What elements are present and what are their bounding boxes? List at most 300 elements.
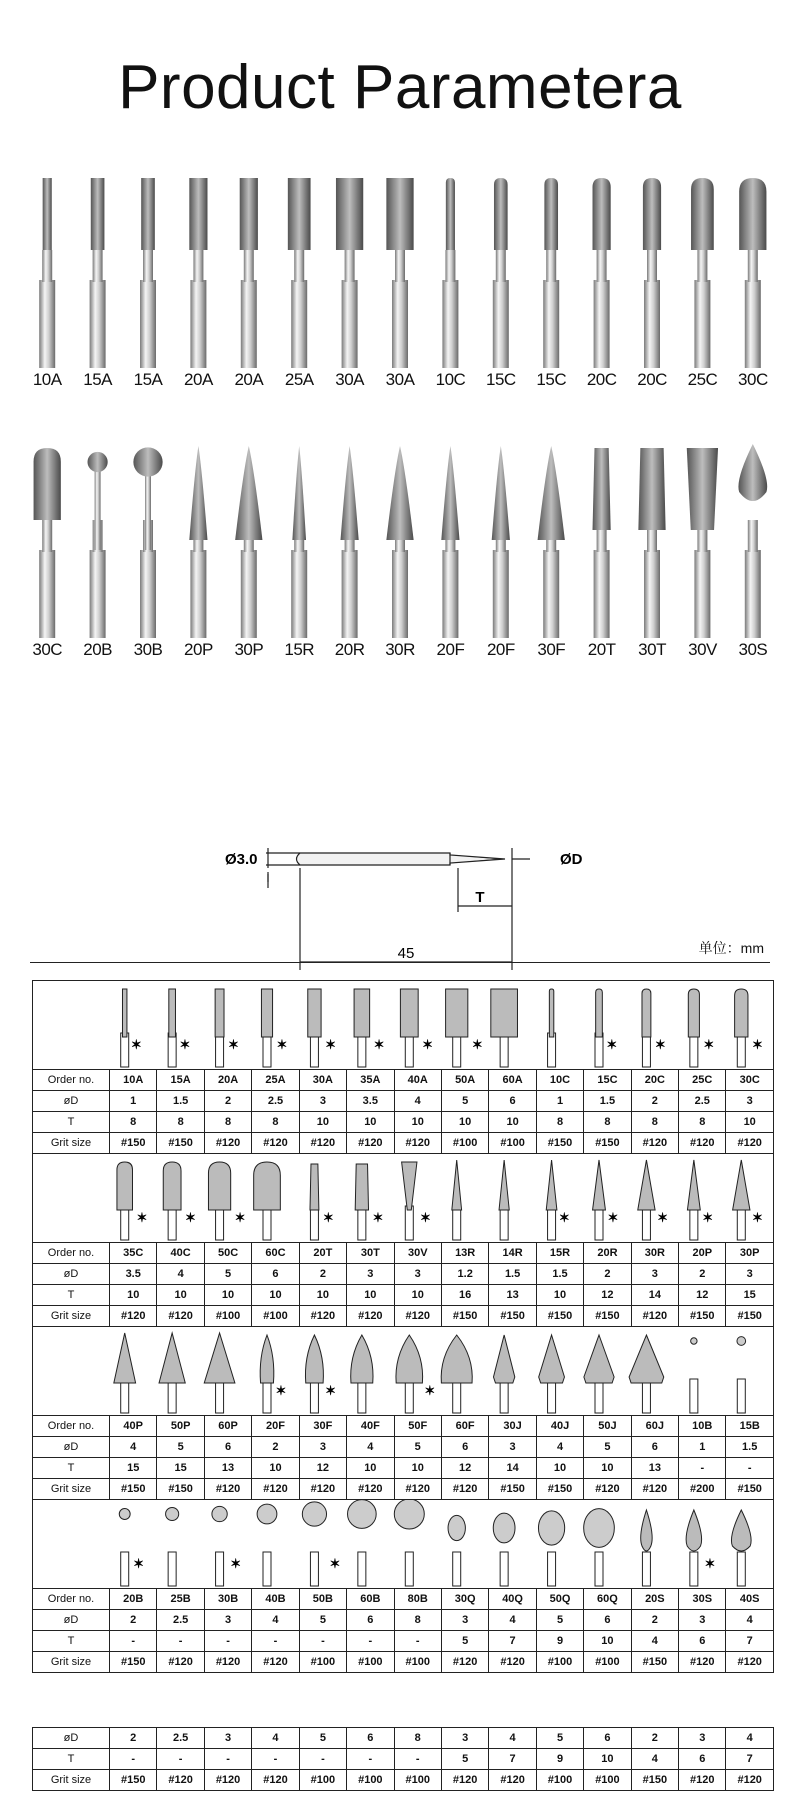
cell: 13 (631, 1458, 678, 1478)
bur-code-label: 30V (688, 640, 717, 659)
cell: - (204, 1749, 251, 1769)
cell: 3 (204, 1610, 251, 1630)
page-title: Product Parametera (118, 53, 682, 122)
cell: #120 (204, 1770, 251, 1790)
cell: #120 (204, 1133, 251, 1153)
cell: 8 (109, 1112, 156, 1132)
bur-code-label: 20R (334, 640, 365, 659)
cell: 2 (109, 1610, 156, 1630)
cell: 1.5 (156, 1091, 203, 1111)
bur-photo-row-1 (22, 170, 778, 390)
cell: - (156, 1631, 203, 1651)
star-mark: ✶ (228, 1037, 239, 1052)
cell: 20B (109, 1589, 156, 1609)
cell: 10 (299, 1285, 346, 1305)
cell: 5 (583, 1437, 630, 1457)
cell: 15B (725, 1416, 772, 1436)
cell: #120 (156, 1652, 203, 1672)
bur-drawing (212, 1506, 241, 1586)
t-row (33, 1749, 773, 1770)
cell: 10 (583, 1749, 630, 1769)
cell: #150 (109, 1652, 156, 1672)
od-row (33, 1610, 773, 1631)
cell: #120 (441, 1652, 488, 1672)
star-mark: ✶ (230, 1556, 242, 1571)
cell: #150 (156, 1479, 203, 1499)
cell: 10A (109, 1070, 156, 1090)
row-header: Grit size (50, 1774, 92, 1786)
bur-photo-row-2 (22, 440, 778, 660)
bur-photo-strip-2 (22, 440, 778, 640)
cell: - (251, 1631, 298, 1651)
od-row (33, 1437, 773, 1458)
bur-code-label: 20B (83, 640, 112, 659)
cell: 50P (156, 1416, 203, 1436)
cell: 1 (678, 1437, 725, 1457)
cell: 10B (678, 1416, 725, 1436)
bur-photo (593, 448, 611, 638)
cell: #150 (536, 1306, 583, 1326)
bur-photo (140, 178, 156, 368)
row-header: Order no. (47, 1420, 95, 1432)
cell: #150 (156, 1133, 203, 1153)
row-header: øD (63, 1268, 79, 1280)
cell: 1.5 (725, 1437, 772, 1457)
bur-drawing (446, 989, 483, 1067)
cell: 7 (725, 1749, 772, 1769)
cell: 2 (299, 1264, 346, 1284)
bur-drawing (548, 989, 556, 1067)
cell: 15C (583, 1070, 630, 1090)
cell: #150 (109, 1479, 156, 1499)
cell: 16 (441, 1285, 488, 1305)
cell: #150 (109, 1133, 156, 1153)
cell: - (299, 1631, 346, 1651)
cell: 8 (251, 1112, 298, 1132)
order-row (33, 1070, 773, 1091)
bur-drawing (159, 1333, 185, 1413)
cell: #100 (394, 1770, 441, 1790)
star-mark: ✶ (424, 1383, 436, 1398)
cell: 3 (678, 1610, 725, 1630)
star-mark: ✶ (234, 1210, 246, 1225)
cell: 12 (441, 1458, 488, 1478)
bur-photo (341, 446, 359, 638)
cell: 20F (251, 1416, 298, 1436)
row-header: øD (63, 1441, 79, 1453)
dimension-diagram (0, 840, 800, 980)
cell: 4 (725, 1610, 772, 1630)
cell: 30Q (441, 1589, 488, 1609)
cell: #120 (631, 1306, 678, 1326)
cell: 4 (156, 1264, 203, 1284)
cell: 13R (441, 1243, 488, 1263)
bur-code-label: 30R (385, 640, 415, 659)
cell: #100 (441, 1133, 488, 1153)
bur-photo-labels-2 (22, 640, 778, 660)
star-mark: ✶ (276, 1037, 288, 1052)
bur-drawing (354, 989, 384, 1067)
bur-photo (291, 446, 307, 638)
grit-row (33, 1770, 773, 1790)
parameter-table (32, 980, 774, 1673)
cell: 8 (583, 1112, 630, 1132)
bur-code-label: 30C (738, 370, 768, 389)
cell: 4 (251, 1728, 298, 1748)
cell: #120 (725, 1652, 772, 1672)
cell: 30T (346, 1243, 393, 1263)
bur-code-label: 20A (184, 370, 213, 389)
cell: 5 (536, 1728, 583, 1748)
bur-code-label: 20T (587, 640, 616, 659)
bur-drawing (686, 1510, 715, 1586)
cell: 30B (204, 1589, 251, 1609)
cell: 25A (251, 1070, 298, 1090)
bur-drawing (452, 1160, 462, 1240)
cell: 50B (299, 1589, 346, 1609)
cell: 25C (678, 1070, 725, 1090)
cell: 20A (204, 1070, 251, 1090)
cell: #120 (441, 1479, 488, 1499)
cell: - (346, 1631, 393, 1651)
star-mark: ✶ (471, 1037, 483, 1052)
cell: #120 (156, 1770, 203, 1790)
bur-photo (336, 178, 363, 368)
cell: 2.5 (251, 1091, 298, 1111)
cell: 10 (156, 1285, 203, 1305)
cell: 10 (488, 1112, 535, 1132)
star-mark: ✶ (179, 1037, 191, 1052)
bur-code-label: 15C (536, 370, 567, 389)
parameter-table-bottom (32, 1727, 774, 1791)
bur-drawing (121, 989, 142, 1067)
cell: #120 (631, 1479, 678, 1499)
cell: 30S (678, 1589, 725, 1609)
cell: #120 (204, 1479, 251, 1499)
cell: 4 (394, 1091, 441, 1111)
cell: #120 (299, 1133, 346, 1153)
bur-drawing (690, 1338, 698, 1413)
cell: 50Q (536, 1589, 583, 1609)
cell: #150 (631, 1770, 678, 1790)
cell: #120 (346, 1479, 393, 1499)
cell: 20C (631, 1070, 678, 1090)
bur-drawing-row (33, 1500, 773, 1589)
bur-drawing (733, 1160, 763, 1240)
bur-photo (189, 178, 207, 368)
cell: 3 (678, 1728, 725, 1748)
bur-drawing (117, 1162, 147, 1240)
cell: 1.5 (488, 1264, 535, 1284)
cell: 3 (631, 1264, 678, 1284)
bur-code-label: 20C (586, 370, 617, 389)
cell: #120 (678, 1770, 725, 1790)
row-header: øD (63, 1732, 79, 1744)
order-row (33, 1589, 773, 1610)
cell: #120 (583, 1479, 630, 1499)
cell: 60Q (583, 1589, 630, 1609)
cell: #120 (251, 1770, 298, 1790)
cell: 13 (488, 1285, 535, 1305)
tip-length-label: T (475, 889, 485, 906)
cell: - (725, 1458, 772, 1478)
star-mark: ✶ (703, 1037, 715, 1052)
bur-photo (441, 446, 459, 638)
cell: 5 (536, 1610, 583, 1630)
row-header: T (67, 1462, 75, 1474)
cell: 1.5 (536, 1264, 583, 1284)
bur-drawing (448, 1515, 465, 1586)
cell: 30R (631, 1243, 678, 1263)
cell: #120 (441, 1770, 488, 1790)
od-row (33, 1264, 773, 1285)
unit-label: 单位：mm (698, 940, 764, 956)
cell: 3 (725, 1091, 772, 1111)
bur-photo (538, 446, 565, 638)
grit-row (33, 1306, 773, 1327)
cell: 1.5 (583, 1091, 630, 1111)
bur-photo (738, 444, 767, 638)
cell: #120 (725, 1770, 772, 1790)
cell: 10 (346, 1112, 393, 1132)
cell: #150 (678, 1306, 725, 1326)
cell: - (299, 1749, 346, 1769)
cell: 5 (441, 1091, 488, 1111)
star-mark: ✶ (704, 1556, 716, 1571)
cell: 4 (109, 1437, 156, 1457)
cell: #120 (631, 1133, 678, 1153)
head-diameter-label: ØD (560, 851, 583, 868)
row-header: T (67, 1635, 75, 1647)
star-mark: ✶ (136, 1210, 148, 1225)
bur-drawing (208, 1162, 245, 1240)
cell: 6 (678, 1749, 725, 1769)
bur-drawing (257, 1504, 277, 1586)
order-row (33, 1416, 773, 1437)
cell: 30V (394, 1243, 441, 1263)
bur-drawing (394, 1500, 424, 1586)
t-row (33, 1112, 773, 1133)
bur-code-label: 15C (486, 370, 516, 389)
bur-photo (643, 178, 661, 368)
cell: #100 (583, 1770, 630, 1790)
cell: 4 (346, 1437, 393, 1457)
bur-code-label: 15A (83, 370, 112, 389)
row-header: Grit size (50, 1310, 92, 1322)
bur-drawing (308, 989, 336, 1067)
row-header: øD (63, 1095, 79, 1107)
cell: 10 (251, 1285, 298, 1305)
bur-photo (442, 178, 458, 368)
bur-code-label: 20A (234, 370, 264, 389)
cell: 25B (156, 1589, 203, 1609)
cell: 6 (583, 1728, 630, 1748)
cell: 8 (631, 1112, 678, 1132)
bur-drawing (595, 989, 617, 1067)
row-header: T (67, 1753, 75, 1765)
row-header: T (67, 1289, 75, 1301)
bur-photo (493, 178, 509, 368)
cell: 8 (394, 1610, 441, 1630)
cell: #120 (394, 1133, 441, 1153)
cell: 15R (536, 1243, 583, 1263)
cell: #100 (394, 1652, 441, 1672)
bur-code-label: 10A (32, 370, 62, 389)
cell: 60J (631, 1416, 678, 1436)
cell: 15 (156, 1458, 203, 1478)
cell: 5 (394, 1437, 441, 1457)
bur-drawing (493, 1513, 515, 1586)
cell: 4 (488, 1610, 535, 1630)
cell: 14R (488, 1243, 535, 1263)
bur-drawing (260, 1335, 286, 1413)
cell: 40J (536, 1416, 583, 1436)
bur-drawing (254, 1162, 281, 1240)
row-header: Order no. (47, 1593, 95, 1605)
cell: 2.5 (678, 1091, 725, 1111)
cell: 10 (109, 1285, 156, 1305)
cell: #150 (488, 1479, 535, 1499)
row-header: Order no. (47, 1247, 95, 1259)
cell: 30C (725, 1070, 772, 1090)
star-mark: ✶ (130, 1037, 142, 1052)
star-mark: ✶ (702, 1210, 714, 1225)
row-header: Grit size (50, 1137, 92, 1149)
bur-photo (687, 448, 718, 638)
bur-code-label: 15A (133, 370, 163, 389)
bur-drawing (163, 1162, 196, 1240)
bur-drawing (166, 1507, 179, 1586)
cell: 2.5 (156, 1610, 203, 1630)
cell: 6 (631, 1437, 678, 1457)
cell: - (109, 1631, 156, 1651)
bur-code-label: 30T (638, 640, 666, 659)
cell: 8 (536, 1112, 583, 1132)
bur-drawing (351, 1335, 373, 1413)
cell: #150 (488, 1306, 535, 1326)
star-mark: ✶ (325, 1383, 337, 1398)
cell: #120 (678, 1652, 725, 1672)
cell: 3 (725, 1264, 772, 1284)
cell: 13 (204, 1458, 251, 1478)
bur-drawing-row (33, 981, 773, 1070)
cell: 12 (678, 1285, 725, 1305)
bur-code-label: 30P (234, 640, 264, 659)
cell: 60P (204, 1416, 251, 1436)
bur-code-label: 30S (738, 640, 768, 659)
cell: 60F (441, 1416, 488, 1436)
cell: 6 (441, 1437, 488, 1457)
cell: 6 (678, 1631, 725, 1651)
row-header: T (67, 1116, 75, 1128)
cell: 50A (441, 1070, 488, 1090)
bur-photo-labels-1 (22, 370, 778, 390)
bur-photo (133, 447, 162, 638)
cell: 35C (109, 1243, 156, 1263)
cell: #120 (251, 1652, 298, 1672)
cell: #100 (204, 1306, 251, 1326)
cell: #150 (725, 1306, 772, 1326)
cell: 8 (678, 1112, 725, 1132)
bur-photo (638, 448, 665, 638)
cell: 5 (441, 1631, 488, 1651)
cell: 4 (631, 1631, 678, 1651)
cell: 40A (394, 1070, 441, 1090)
bur-photo-strip-1 (22, 170, 778, 370)
star-mark: ✶ (751, 1037, 763, 1052)
cell: #150 (536, 1133, 583, 1153)
bur-photo (240, 178, 258, 368)
bur-drawing (546, 1160, 570, 1240)
cell: 5 (299, 1728, 346, 1748)
cell: 2 (631, 1610, 678, 1630)
bur-drawing (114, 1333, 136, 1413)
bur-drawing (302, 1502, 340, 1586)
bur-code-label: 25C (687, 370, 718, 389)
cell: 2 (631, 1091, 678, 1111)
cell: #120 (346, 1133, 393, 1153)
bur-photo (189, 446, 207, 638)
cell: 3 (441, 1610, 488, 1630)
star-mark: ✶ (419, 1210, 431, 1225)
cell: 30P (725, 1243, 772, 1263)
bur-drawing (731, 1510, 751, 1586)
cell: 1.2 (441, 1264, 488, 1284)
cell: 10 (394, 1285, 441, 1305)
bur-drawing (737, 1337, 746, 1413)
cell: 2 (251, 1437, 298, 1457)
bur-drawing (539, 1335, 565, 1413)
bur-photo (235, 446, 262, 638)
cell: - (251, 1749, 298, 1769)
cell: 12 (299, 1458, 346, 1478)
bur-code-label: 10C (435, 370, 466, 389)
star-mark: ✶ (751, 1210, 763, 1225)
cell: 3.5 (346, 1091, 393, 1111)
cell: #100 (299, 1770, 346, 1790)
od-row (33, 1091, 773, 1112)
bur-photo (593, 178, 611, 368)
bur-drawing (305, 1335, 336, 1413)
row-header: Order no. (47, 1074, 95, 1086)
bur-photo (90, 178, 106, 368)
bur-drawing (348, 1500, 377, 1586)
bur-drawing (396, 1335, 435, 1413)
cell: 4 (631, 1749, 678, 1769)
bur-drawing (735, 989, 763, 1067)
bur-code-label: 30F (537, 640, 566, 659)
cell: 10 (536, 1285, 583, 1305)
cell: 10C (536, 1070, 583, 1090)
bur-photo (691, 178, 714, 368)
bur-drawing (593, 1160, 619, 1240)
bur-code-label: 20F (436, 640, 465, 659)
bur-drawing (204, 1333, 235, 1413)
cell: 35A (346, 1070, 393, 1090)
cell: #120 (394, 1306, 441, 1326)
cell: - (346, 1749, 393, 1769)
cell: 1 (109, 1091, 156, 1111)
cell: - (394, 1749, 441, 1769)
cell: - (109, 1749, 156, 1769)
cell: 3 (346, 1264, 393, 1284)
t-row (33, 1458, 773, 1479)
cell: 10 (583, 1631, 630, 1651)
bur-drawing (402, 1162, 431, 1240)
cell: 2 (678, 1264, 725, 1284)
cell: - (204, 1631, 251, 1651)
cell: 30F (299, 1416, 346, 1436)
